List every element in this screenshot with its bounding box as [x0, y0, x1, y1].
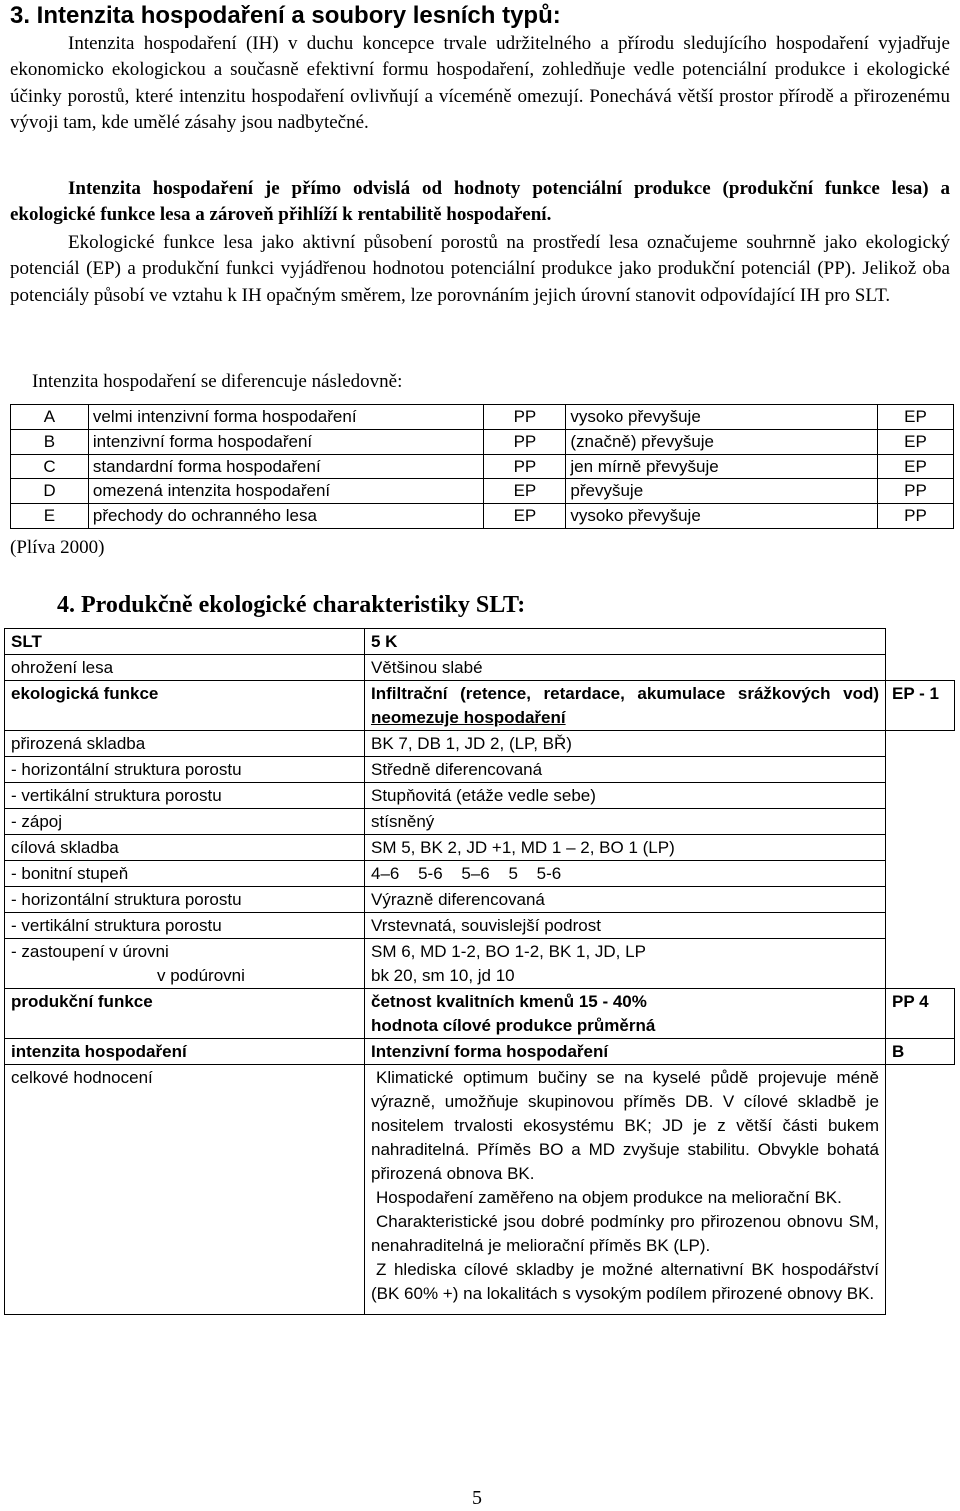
intensity-code: C [11, 454, 89, 479]
eko-value-text: Infiltrační (retence, retardace, akumulace srážkových vod) [371, 684, 879, 703]
prod-value-2: hodnota cílové produkce průměrná [371, 1016, 656, 1035]
table-row [5, 887, 955, 913]
table-row [5, 861, 955, 887]
intensity-code: B [11, 429, 89, 454]
hor2-value: Výrazně diferencovaná [365, 887, 886, 913]
intensity-potential-a: PP [484, 454, 566, 479]
eko-label: ekologická funkce [5, 681, 365, 731]
intensity-potential-b: EP [878, 405, 954, 430]
eko-value-restriction: neomezuje hospodaření [371, 708, 566, 727]
intensity-potential-b: EP [878, 454, 954, 479]
hor2-label: - horizontální struktura porostu [5, 887, 365, 913]
prod-value-1: četnost kvalitních kmenů 15 - 40% [371, 992, 647, 1011]
table-row [5, 939, 955, 989]
cil-value: SM 5, BK 2, JD +1, MD 1 – 2, BO 1 (LP) [365, 835, 886, 861]
prod-value [365, 989, 886, 1039]
ver1-value: Stupňovitá (etáže vedle sebe) [365, 783, 886, 809]
paragraph-ih-dependency: Intenzita hospodaření je přímo odvislá od hodnoty potenciální produkce (produkční funkce lesa) a ekologické funkce lesa a zároveň přihlíží k rentabilitě hospodaření. [10, 178, 950, 226]
eko-code: EP - 1 [886, 681, 955, 731]
celk-paragraph-1: Klimatické optimum bučiny se na kyselé půdě projevuje méně výrazně, umožňuje skupinovou příměs DB. V cílové skladbě je nositelem trvalosti ekosystému BK; JD je z větší části bukem nahraditelná. Příměs BO a MD zvyšuje stabilitu. Obvykle bohatá přirozená obnova BK. [371, 1068, 879, 1183]
ver2-value: Vrstevnatá, souvislejší podrost [365, 913, 886, 939]
table-row [5, 783, 955, 809]
celk-paragraph-4: Z hlediska cílové skladby je možné alternativní BK hospodářství (BK 60% +) na lokalitách s vysokým podílem přirozené obnovy BK. [371, 1260, 879, 1303]
intensity-code: D [11, 479, 89, 504]
ohrozeni-label: ohrožení lesa [5, 655, 365, 681]
intensity-code: A [11, 405, 89, 430]
intensity-relation: vysoko převyšuje [566, 405, 878, 430]
prir-label: přirozená skladba [5, 731, 365, 757]
prir-value: BK 7, DB 1, JD 2, (LP, BŘ) [365, 731, 886, 757]
table-row [11, 504, 954, 529]
prod-label: produkční funkce [5, 989, 365, 1039]
intensity-relation: jen mírně převyšuje [566, 454, 878, 479]
bon-label: - bonitní stupeň [5, 861, 365, 887]
celk-label: celkové hodnocení [5, 1065, 365, 1315]
intensity-potential-b: PP [878, 479, 954, 504]
zast-label [5, 939, 365, 989]
intensity-potential-a: PP [484, 429, 566, 454]
intensity-list-title: Intenzita hospodaření se diferencuje následovně: [32, 371, 403, 392]
celk-value [365, 1065, 886, 1315]
slt-value: 5 K [365, 629, 886, 655]
zast-value [365, 939, 886, 989]
celk-paragraph-2: Hospodaření zaměřeno na objem produkce na meliorační BK. [376, 1188, 842, 1207]
zast-label-2: v podúrovni [157, 966, 245, 985]
intensity-relation: vysoko převyšuje [566, 504, 878, 529]
slt-label: SLT [5, 629, 365, 655]
table-row [5, 629, 955, 655]
table-row [11, 429, 954, 454]
prod-code: PP 4 [886, 989, 955, 1039]
table-row [5, 809, 955, 835]
table-row [5, 731, 955, 757]
table-row [5, 989, 955, 1039]
ver2-label: - vertikální struktura porostu [5, 913, 365, 939]
page-number: 5 [472, 1487, 482, 1509]
slt-characteristics-table [4, 628, 955, 1315]
table-row [5, 681, 955, 731]
intensity-potential-b: PP [878, 504, 954, 529]
section-4-heading: 4. Produkčně ekologické charakteristiky SLT: [57, 592, 526, 618]
zapoj-value: stísněný [365, 809, 886, 835]
zast-value-2: bk 20, sm 10, jd 10 [371, 966, 515, 985]
zast-label-1: - zastoupení v úrovni [11, 942, 169, 961]
ver1-label: - vertikální struktura porostu [5, 783, 365, 809]
int-label: intenzita hospodaření [5, 1039, 365, 1065]
citation: (Plíva 2000) [10, 537, 105, 558]
table-row [5, 757, 955, 783]
intensity-name: omezená intenzita hospodaření [88, 479, 484, 504]
intensity-name: intenzivní forma hospodaření [88, 429, 484, 454]
intensity-potential-a: EP [484, 479, 566, 504]
paragraph-ecological-potential: Ekologické funkce lesa jako aktivní působení porostů na prostředí lesa označujeme souhrnně jako ekologický potenciál (EP) a produkční funkci vyjádřenou hodnotou potenciální produkce jako produkční potenciál (PP). Jelikož oba potenciály působí ve vztahu k IH opačným směrem, lze porovnáním jejich úrovní stanovit odpovídající IH pro SLT. [10, 232, 950, 306]
intensity-potential-a: PP [484, 405, 566, 430]
bon-value: 4–6 5-6 5–6 5 5-6 [365, 861, 886, 887]
int-value: Intenzivní forma hospodaření [365, 1039, 886, 1065]
intensity-potential-a: EP [484, 504, 566, 529]
table-row [11, 405, 954, 430]
eko-value [365, 681, 886, 731]
hor1-value: Středně diferencovaná [365, 757, 886, 783]
int-code: B [886, 1039, 955, 1065]
table-row [11, 479, 954, 504]
intensity-name: přechody do ochranného lesa [88, 504, 484, 529]
table-row [5, 1065, 955, 1315]
intensity-code: E [11, 504, 89, 529]
intensity-relation: převyšuje [566, 479, 878, 504]
intensity-table [10, 404, 954, 529]
intensity-name: velmi intenzivní forma hospodaření [88, 405, 484, 430]
celk-paragraph-3: Charakteristické jsou dobré podmínky pro přirozenou obnovu SM, nenahraditelná je meliorační příměs BK (LP). [371, 1212, 879, 1255]
table-row [5, 835, 955, 861]
table-row [5, 913, 955, 939]
hor1-label: - horizontální struktura porostu [5, 757, 365, 783]
paragraph-ih-definition: Intenzita hospodaření (IH) v duchu koncepce trvale udržitelného a přírodu sledujícího hospodaření vyjadřuje ekonomicko ekologickou a současně efektivní formu hospodaření, zohledňuje vedle potenciální produkce i ekologické účinky porostů, které intenzitu hospodaření ovlivňují a víceméně omezují. Ponechává větší prostor přírodě a přirozenému vývoji tam, kde umělé zásahy jsou nadbytečné. [10, 33, 950, 133]
zast-value-1: SM 6, MD 1-2, BO 1-2, BK 1, JD, LP [371, 942, 646, 961]
table-row [11, 454, 954, 479]
table-row [5, 655, 955, 681]
section-3-heading: 3. Intenzita hospodaření a soubory lesních typů: [10, 2, 561, 29]
cil-label: cílová skladba [5, 835, 365, 861]
intensity-name: standardní forma hospodaření [88, 454, 484, 479]
ohrozeni-value: Většinou slabé [365, 655, 886, 681]
table-row [5, 1039, 955, 1065]
intensity-potential-b: EP [878, 429, 954, 454]
zapoj-label: - zápoj [5, 809, 365, 835]
intensity-relation: (značně) převyšuje [566, 429, 878, 454]
